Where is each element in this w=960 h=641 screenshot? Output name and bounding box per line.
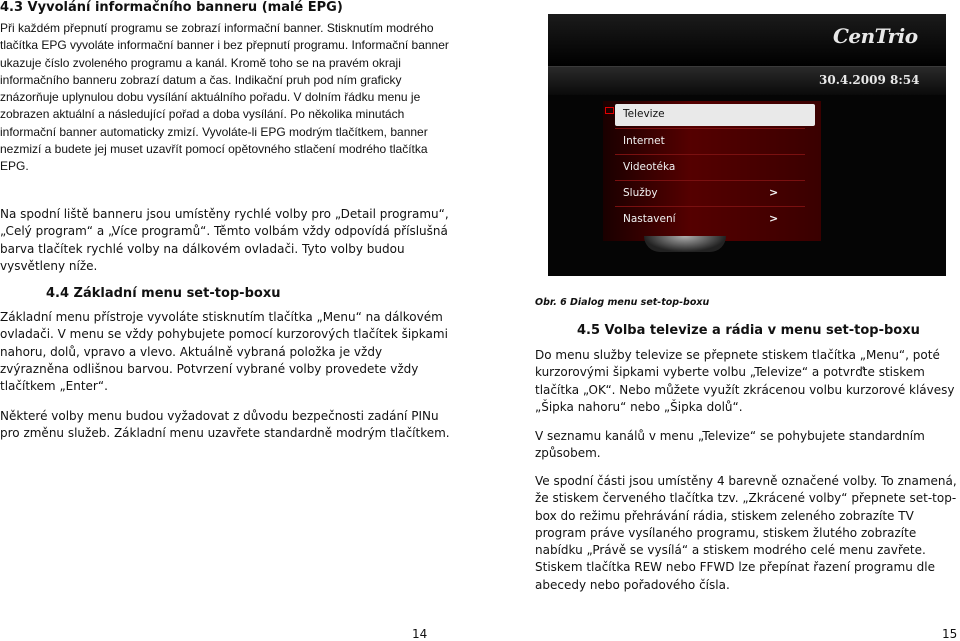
divider bbox=[615, 154, 805, 155]
logo-bar bbox=[548, 14, 946, 66]
divider bbox=[615, 128, 805, 129]
menu-fold-decoration bbox=[644, 236, 726, 252]
menu-item-sluzby[interactable]: Služby > bbox=[623, 186, 779, 199]
divider bbox=[615, 206, 805, 207]
page-number-left: 14 bbox=[412, 627, 428, 641]
tv-icon bbox=[605, 107, 614, 114]
paragraph-banner-options: Na spodní liště banneru jsou umístěny rychlé volby pro „Detail programu“, „Celý program“ a „Více programů“. Těmto volbám vždy odpovídá příslušná barva tlačítek rychlé volby na dálkovém ovladači. Tyto volby budou vysvětleny níže. bbox=[0, 207, 449, 273]
paragraph-channel-list: V seznamu kanálů v menu „Televize“ se pohybujete standardním způsobem. bbox=[535, 429, 925, 461]
paragraph-tv-menu: Do menu služby televize se přepnete stiskem tlačítka „Menu“, poté kurzorovými šipkami vyberte volbu „Televize“ a potvrďte stiskem tlačítka „OK“. Nebo můžete využít zkrácenou volbu kurzorové klávesy „Šipka nahoru“ nebo „Šipka dolů“. bbox=[535, 348, 955, 414]
figure-caption: Obr. 6 Dialog menu set-top-boxu bbox=[535, 297, 710, 308]
section-heading-4-3: 4.3 Vyvolání informačního banneru (malé EPG) bbox=[0, 0, 343, 15]
page-number-right: 15 bbox=[942, 627, 958, 641]
paragraph-main-menu: Základní menu přístroje vyvoláte stisknutím tlačítka „Menu“ na dálkovém ovladači. V menu se vždy pohybujete pomocí kurzorových tlačítek šipkami nahoru, dolů, vpravo a vlevo. Aktuálně vybraná položka je vždy zvýrazněna odlišnou barvou. Potvrzení vybrané volby provedete vždy tlačítkem „Enter“. bbox=[0, 310, 448, 394]
main-menu bbox=[603, 101, 821, 241]
paragraph-color-options: Ve spodní části jsou umístěny 4 barevně označené volby. To znamená, že stiskem červeného tlačítka tzv. „Zkrácené volby“ přepnete set-top-box do režimu přehrávání rádia, stiskem zeleného zobrazíte TV program práve vysílaného programu, stiskem žlutého zobrazíte nabídku „Právě se vysílá“ a stiskem modrého celé menu zavřete. Stiskem tlačítka REW nebo FFWD lze přepínat řazení programu dle abecedy nebo pořadového čísla. bbox=[535, 474, 957, 592]
menu-item-videoteka[interactable]: Videotéka bbox=[623, 161, 676, 173]
section-heading-4-5: 4.5 Volba televize a rádia v menu set-top-boxu bbox=[577, 323, 920, 338]
centrio-logo: CenTrio bbox=[833, 24, 918, 48]
menu-item-nastaveni[interactable]: Nastavení > bbox=[623, 212, 779, 225]
paragraph-info-banner: Při každém přepnutí programu se zobrazí informační banner. Stisknutím modrého tlačítka EPG vyvoláte informační banner i bez přepnutí programu. Informační banner ukazuje číslo zvoleného programu a kanál. Kromě toho se na pravém okraji informačního banneru zobrazí datum a čas. Indikační pruh pod ním graficky znázorňuje uplynulou dobu vysílání aktuálního pořadu. V dolním řádku menu je zobrazen aktuální a následující pořad a doba vysílání. Po několika minutách informační banner automaticky zmizí. Vyvoláte-li EPG modrým tlačítkem, banner nezmizí a budete jej muset uzavřít pomocí opětovného stlačení modrého tlačítka EPG. bbox=[0, 21, 449, 174]
paragraph-pin: Některé volby menu budou vyžadovat z důvodu bezpečnosti zadání PINu pro změnu služeb. Základní menu uzavřete standardně modrým tlačítkem. bbox=[0, 409, 450, 441]
section-heading-4-4: 4.4 Základní menu set-top-boxu bbox=[46, 286, 281, 301]
chevron-right-icon: > bbox=[769, 212, 779, 225]
divider bbox=[615, 180, 805, 181]
menu-item-televize[interactable]: Televize bbox=[615, 104, 815, 126]
menu-screenshot bbox=[548, 14, 946, 276]
menu-item-internet[interactable]: Internet bbox=[623, 135, 665, 147]
chevron-right-icon: > bbox=[769, 186, 779, 199]
datetime: 30.4.2009 8:54 bbox=[819, 73, 920, 87]
date-bar bbox=[548, 66, 946, 95]
